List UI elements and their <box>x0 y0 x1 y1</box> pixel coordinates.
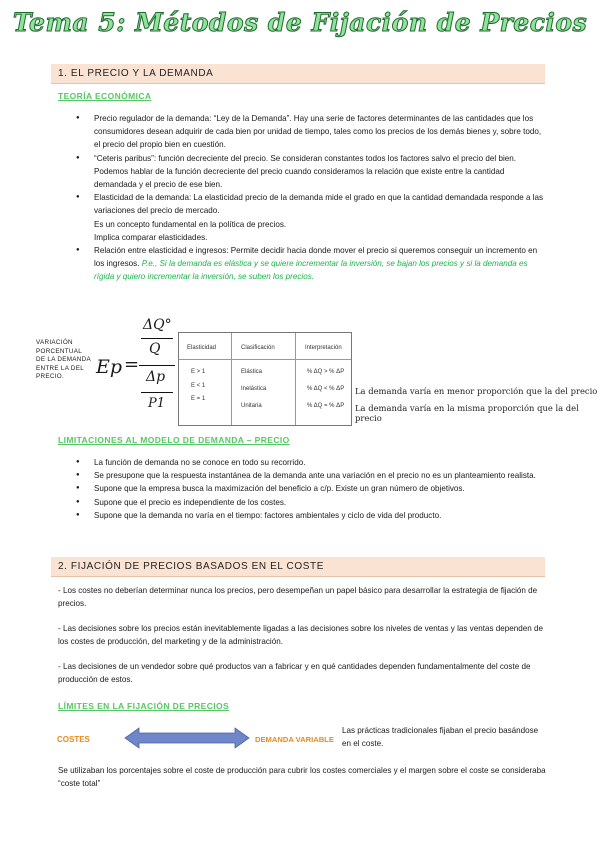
formula-inner-bar-bot <box>141 392 173 393</box>
table-cell: % ΔQ > % ΔP <box>307 369 345 375</box>
paragraph: - Las decisiones de un vendedor sobre qué productos van a fabricar y en qué cantidades dependen fundamentalmente del coste de producción de estos. <box>58 662 531 685</box>
section-1-heading: 1. EL PRECIO Y LA DEMANDA <box>51 64 545 84</box>
teoria-economica-heading: TEORÍA ECONÓMICA <box>58 91 152 101</box>
limitaciones-heading: LIMITACIONES AL MODELO DE DEMANDA – PRECIO <box>58 435 290 445</box>
table-divider <box>179 359 351 360</box>
formula-num-top: ΔQ° <box>143 317 172 333</box>
table-cell: % ΔQ < % ΔP <box>307 386 345 392</box>
demanda-variable-label: DEMANDA VARIABLE <box>255 735 334 744</box>
formula-main-bar <box>139 365 175 366</box>
formula-caption: VARIACIÓN PORCENTUAL DE LA DEMANDA ENTRE LA DEL PRECIO. <box>36 339 91 381</box>
costes-label: COSTES <box>57 735 90 744</box>
formula-inner-bar-top <box>141 338 173 339</box>
table-col-divider <box>295 333 296 425</box>
example-note: P.e., Si la demanda es elástica y se quiere incrementar la inversión, se bajan los precios y si la demanda es rígida y quiero incrementar la inversión, se suben los precios. <box>94 259 528 282</box>
table-cell: Unitaria <box>241 403 262 409</box>
side-note: Las prácticas tradicionales fijaban el precio basándose en el coste. <box>342 726 539 749</box>
table-header: Elasticidad <box>187 345 217 351</box>
final-paragraph: Se utilizaban los porcentajes sobre el coste de producción para cubrir los costes comerciales y el margen sobre el coste se consideraba “coste total” <box>58 766 546 789</box>
table-cell: E = 1 <box>191 396 206 402</box>
note-inelastic: La demanda varía en menor proporción que la del precio <box>355 386 598 396</box>
table-col-divider <box>231 333 232 425</box>
bullet-elasticidad: ● Elasticidad de la demanda: La elasticidad precio de la demanda mide el grado en que la cantidad demandada responde a las variaciones del precio de mercado. Es un concepto fundamental en la política de precios. Implica comparar elasticidades. <box>74 191 544 244</box>
table-cell: Inelástica <box>241 386 267 392</box>
formula-den-bot: P1 <box>148 396 166 411</box>
formula-equals: = <box>124 354 140 375</box>
double-arrow-icon <box>124 727 250 749</box>
table-cell: % ΔQ = % ΔP <box>307 403 345 409</box>
bullet-demanda: ● Precio regulador de la demanda: “Ley de la Demanda”. Hay una serie de factores determinantes de las cantidades que los consumidores desean adquirir de cada bien por unidad de tiempo, tales como los precios de los demás bienes y, sobre todo, el precio del propio bien en cuestión. <box>74 112 544 152</box>
table-cell: E < 1 <box>191 383 206 389</box>
section-2-heading: 2. FIJACIÓN DE PRECIOS BASADOS EN EL COSTE <box>51 557 545 577</box>
bullet-elasticidad-ingresos: ● Relación entre elasticidad e ingresos: Permite decidir hacia donde mover el precio si queremos conseguir un incremento en los ingresos. P.e., Si la demanda es elástica y se quiere incrementar la inversión, se bajan los precios y si la demanda es rígida y quiero incrementar la inversión, se suben los precios. <box>74 244 544 284</box>
bullet-ceteris-paribus: ● “Ceteris paribus”: función decreciente del precio. Se consideran constantes todos los factores salvo el precio del bien. Podemos hablar de la función decreciente del precio cuando consideramos la relación que existe entre la cantidad demandada y el precio de ese bien. <box>74 152 544 192</box>
limites-heading: LÍMITES EN LA FIJACIÓN DE PRECIOS <box>58 701 230 711</box>
limitation-item: ● Supone que la demanda no varía en el tiempo: factores ambientales y ciclo de vida del producto. <box>74 509 544 522</box>
page-title: Tema 5: Métodos de Fijación de Precios <box>12 8 588 37</box>
limitation-item: ● La función de demanda no se conoce en todo su recorrido. <box>74 456 544 469</box>
limitation-item: ● Supone que la empresa busca la maximización del beneficio a c/p. Existe un gran número de objetivos. <box>74 482 544 495</box>
theory-bullet-list <box>74 112 544 284</box>
limitation-item: ● Se presupone que la respuesta instantánea de la demanda ante una variación en el precio no es un planteamiento realista. <box>74 469 544 482</box>
table-header: Interpretación <box>305 345 342 351</box>
table-cell: Elástica <box>241 369 263 375</box>
elasticity-table <box>178 332 352 426</box>
limitation-item: ● Supone que el precio es independiente de los costes. <box>74 496 544 509</box>
formula-den-top: Δp <box>146 369 166 385</box>
table-header: Clasificación <box>241 345 275 351</box>
formula-num-bot: Q <box>149 341 161 357</box>
formula-lhs: Ep <box>96 356 123 378</box>
paragraph: - Los costes no deberían determinar nunca los precios, pero desempeñan un papel básico para desarrollar la estrategia de fijación de precios. <box>58 586 538 609</box>
limitations-list <box>74 456 544 522</box>
paragraph: - Las decisiones sobre los precios están inevitablemente ligadas a las decisiones sobre los niveles de ventas y las ventas dependen de los costes de producción, del marketing y de la administración. <box>58 624 544 647</box>
table-cell: E > 1 <box>191 369 206 375</box>
note-unitary: La demanda varía en la misma proporción que la del precio <box>355 403 579 423</box>
